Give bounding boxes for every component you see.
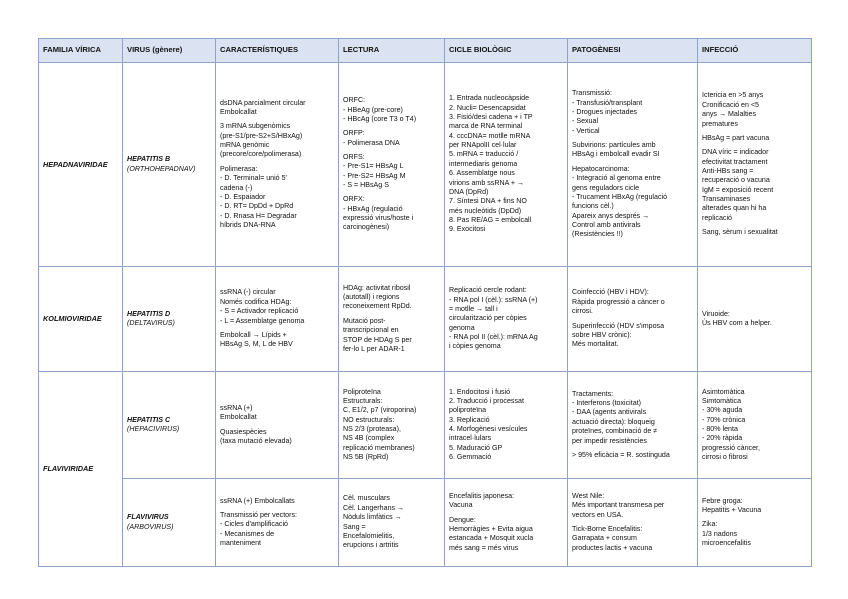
cell-line: West Nile: — [572, 491, 605, 500]
cell-line: 3. Replicació — [449, 415, 490, 424]
cell-line: - Polimerasa DNA — [343, 138, 400, 147]
cell-line: (Resistències !!) — [572, 230, 623, 239]
cell-line: 4. cccDNA= motlle mRNA — [449, 131, 531, 140]
cell-line: Més mortalitat. — [572, 340, 619, 349]
cell-line: Nòduls limfàtics → — [343, 513, 402, 522]
cell-paragraph — [343, 153, 440, 190]
cell-line: - HBxAg (regulació — [343, 204, 403, 213]
cell-line: Apareix anys després → — [572, 211, 650, 220]
virus-genus: (ORTHOHEPADNAV) — [127, 164, 196, 173]
cell-line: - D. Espaiador — [220, 192, 266, 201]
cell-line: dsDNA parcialment circular — [220, 98, 306, 107]
patogenesi-cell — [568, 479, 698, 567]
family-kolmioviridae: KOLMIOVIRIDAE — [39, 267, 123, 372]
cell-paragraph — [572, 451, 693, 460]
cell-line: Embolcallat — [220, 108, 257, 117]
cell-line: - D. Rnasa H= Degradar — [220, 211, 297, 220]
cell-paragraph — [220, 288, 334, 325]
cell-line: - S = Activador replicació — [220, 307, 299, 316]
lectura-cell — [339, 479, 445, 567]
header-cicle: CICLE BIOLÒGIC — [445, 39, 568, 63]
cell-line: Encefalitis japonesa: — [449, 491, 515, 500]
virus-name: HEPATITIS C — [127, 415, 171, 424]
cell-line: 8. Pas RE/AG = embolcall — [449, 215, 532, 224]
family-flaviviridae: FLAVIVIRIDAE — [39, 372, 123, 567]
cell-line: C, E1/2, p7 (viroporina) — [343, 406, 417, 415]
cell-line: Quasiespècies — [220, 427, 267, 436]
cell-line: Sang, sèrum i sexualitat — [702, 228, 778, 237]
cell-line: circularització per còpies — [449, 314, 527, 323]
cell-line: Ràpida progressió a càncer o — [572, 297, 665, 306]
cell-paragraph — [220, 165, 334, 231]
cell-line: Cronificació en <5 — [702, 100, 759, 109]
cell-line: - Sexual — [572, 117, 599, 126]
cell-line: - S = HBsAg S — [343, 181, 389, 190]
cell-paragraph — [572, 525, 693, 553]
cell-line: - Trucament HBxAg (regulació — [572, 192, 668, 201]
cell-line: (pre-S1/pre-S2+S/HBxAg) — [220, 131, 303, 140]
cell-line: ssRNA (+) — [220, 403, 253, 412]
cell-line: - Integració al genoma entre — [572, 174, 661, 183]
cell-line: Replicació cercle rodant: — [449, 286, 527, 295]
cell-line: 1/3 nadons — [702, 529, 738, 538]
cell-line: IgM = exposició recent — [702, 185, 774, 194]
cell-line: STOP de HDAg S per — [343, 335, 412, 344]
cell-paragraph — [702, 520, 807, 548]
cell-paragraph — [572, 165, 693, 240]
cell-line: 5. Maduració GP — [449, 443, 503, 452]
cell-line: DNA víric = indicador — [702, 148, 769, 157]
cell-line: Cèl. Langerhans → — [343, 503, 405, 512]
cell-line: Sang = — [343, 522, 366, 531]
cell-line: Transmissió per vectors: — [220, 510, 297, 519]
cell-paragraph — [702, 388, 807, 463]
cell-line: NS 4B (complex — [343, 434, 395, 443]
cell-line: > 95% eficàcia = R. sostinguda — [572, 450, 670, 459]
virus-name: HEPATITIS B — [127, 155, 171, 164]
cell-line: per RNApolII cel·lular — [449, 141, 517, 150]
cell-line: - Interferons (toxicitat) — [572, 399, 641, 408]
cell-line: ORFS: — [343, 152, 365, 161]
virus-genus: (ARBOVIRUS) — [127, 522, 174, 531]
row-flavivirus — [39, 479, 812, 567]
cell-paragraph — [702, 497, 807, 516]
virus-hepatitis-d — [123, 267, 216, 372]
family-hepadnaviridae: HEPADNAVIRIDAE — [39, 63, 123, 267]
cell-line: HDAg: activitat ribosil — [343, 283, 411, 292]
cell-line: 2. Traducció i processat — [449, 396, 524, 405]
cell-line: Hepatocarcinoma: — [572, 164, 630, 173]
cell-line: ssRNA (+) Embolcallats — [220, 496, 295, 505]
cell-line: fer-lo L per ADAR-1 — [343, 344, 405, 353]
cell-line: Coinfecció (HBV i HDV): — [572, 288, 649, 297]
cell-line: 3. Fisió/desi cadena + i TP — [449, 113, 533, 122]
cell-line: replicació — [702, 213, 732, 222]
cell-line: 3 mRNA subgenòmics — [220, 122, 291, 131]
cell-paragraph — [343, 195, 440, 232]
cell-paragraph — [343, 494, 440, 550]
patogenesi-cell — [568, 267, 698, 372]
lectura-cell — [339, 372, 445, 479]
cell-line: manteniment — [220, 539, 262, 548]
cell-line: Hemorràgies + Evita aigua — [449, 525, 533, 533]
virus-hepatitis-c — [123, 372, 216, 479]
row-hepatitis-d — [39, 267, 812, 372]
cell-line: actuació directa): bloqueig — [572, 417, 655, 426]
cell-line: efectivitat tractament — [702, 157, 768, 166]
cell-paragraph — [572, 322, 693, 350]
cell-line: marca de RNA terminal — [449, 122, 523, 131]
cell-line: - RNA pol II (cèl.): mRNA Ag — [449, 333, 538, 342]
cell-line: Zika: — [702, 520, 718, 529]
cell-line: Poliproteïna — [343, 387, 381, 396]
cell-line: NS 2/3 (proteasa), — [343, 425, 401, 433]
cell-line: HBsAg i embolcall evadir SI — [572, 150, 660, 159]
cell-line: 5. mRNA = traducció / — [449, 150, 519, 159]
virus-genus: (DELTAVIRUS) — [127, 319, 175, 327]
cell-line: Ús HBV com a helper. — [702, 319, 772, 327]
cell-line: Tractaments: — [572, 389, 614, 398]
cell-line: més sang = més virus — [449, 543, 519, 552]
cell-line: = motlle → tall i — [449, 304, 498, 313]
cicle-cell — [445, 372, 568, 479]
cell-line: transcripcional en — [343, 326, 399, 335]
header-infeccio: INFECCIÓ — [698, 39, 812, 63]
cell-line: 6. Assemblatge nous — [449, 169, 515, 178]
cell-line: híbrids DNA-RNA — [220, 220, 276, 229]
header-caracteristiques: CARACTERÍSTIQUES — [216, 39, 339, 63]
cell-line: Tick-Borne Encefalitis: — [572, 525, 643, 533]
cell-line: carcinogènesi) — [343, 223, 390, 232]
cell-paragraph — [702, 310, 807, 329]
cell-line: prematures — [702, 119, 738, 128]
cicle-cell — [445, 479, 568, 567]
cell-line: cadena (-) — [220, 183, 253, 192]
cell-line: més nucleòtids (DpDd) — [449, 206, 522, 215]
cell-line: (autotall) i regions — [343, 293, 400, 302]
lectura-cell — [339, 267, 445, 372]
cell-line: 2. Nucli= Desencapsidat — [449, 103, 526, 112]
cell-line: - D. Terminal= unió 5' — [220, 174, 287, 183]
cell-line: - HBeAg (pre-core) — [343, 105, 403, 114]
cell-paragraph — [343, 96, 440, 124]
cell-line: progressió càncer, — [702, 443, 760, 452]
cell-line: - L = Assemblatge genoma — [220, 316, 305, 325]
cell-line: Viruoide: — [702, 309, 730, 318]
cell-paragraph — [220, 99, 334, 118]
cell-paragraph — [572, 89, 693, 136]
virus-name: HEPATITIS D — [127, 309, 171, 318]
cell-line: 9. Exocitosi — [449, 225, 486, 234]
cell-line: Febre groga: — [702, 496, 743, 505]
cell-line: (taxa mutació elevada) — [220, 436, 292, 445]
cell-line: - 20% ràpida — [702, 434, 743, 443]
cell-line: erupcions i artritis — [343, 541, 399, 550]
cell-paragraph — [702, 148, 807, 223]
cell-paragraph — [220, 511, 334, 548]
cell-line: ORFX: — [343, 195, 365, 204]
infeccio-cell — [698, 63, 812, 267]
cell-paragraph — [220, 122, 334, 159]
cell-line: microencefalitis — [702, 539, 751, 548]
cell-line: Superinfecció (HDV s'imposa — [572, 321, 665, 330]
cell-line: Encefalomielitis, — [343, 531, 395, 540]
cell-line: - D. RT= DpDd + DpRd — [220, 202, 294, 211]
caracteristiques-cell — [216, 63, 339, 267]
header-row — [39, 39, 812, 63]
cell-line: alterades quan hi ha — [702, 204, 767, 213]
header-patogenesi: PATOGÈNESI — [568, 39, 698, 63]
cell-line: vectors en USA. — [572, 510, 624, 519]
cell-line: i còpies genoma — [449, 342, 501, 351]
cell-line: - Vertical — [572, 126, 600, 135]
cell-line: proteïnes, combinació de ≠ — [572, 427, 658, 436]
caracteristiques-cell — [216, 479, 339, 567]
cell-paragraph — [702, 228, 807, 237]
cell-line: - Mecanismes de — [220, 529, 275, 538]
cell-line: Només codifica HDAg: — [220, 297, 292, 306]
row-hepatitis-c — [39, 372, 812, 479]
cell-line: Hepatitis + Vacuna — [702, 505, 762, 514]
cell-line: Embolcall → Lípids + — [220, 330, 287, 339]
cell-line: Cèl. musculars — [343, 494, 390, 503]
cicle-cell — [445, 63, 568, 267]
cell-line: - RNA pol I (cèl.): ssRNA (+) — [449, 295, 538, 304]
cell-line: recuperació o vacuna — [702, 176, 770, 185]
cell-line: DNA (DpRd) — [449, 187, 489, 196]
cell-line: 1. Endocitosi i fusió — [449, 387, 511, 396]
cell-line: Mutació post- — [343, 316, 386, 325]
virus-table — [38, 38, 812, 567]
cell-line: cirrosi o fibrosi — [702, 453, 748, 462]
row-hepatitis-b — [39, 63, 812, 267]
cell-line: - HBcAg (core T3 o T4) — [343, 114, 417, 123]
cell-line: Asimtomàtica — [702, 387, 745, 396]
cell-line: per impedir resistències — [572, 436, 647, 445]
cell-line: Simtomàtica — [702, 396, 742, 405]
patogenesi-cell — [568, 63, 698, 267]
cell-line: - 70% crònica — [702, 415, 746, 424]
cell-paragraph — [220, 404, 334, 423]
cell-line: replicació membranes) — [343, 443, 415, 452]
cell-paragraph — [220, 331, 334, 350]
cell-line: Anti-HBs sang = — [702, 167, 754, 175]
cell-line: ORFC: — [343, 96, 366, 105]
cell-line: mRNA genòmic — [220, 141, 270, 150]
cell-paragraph — [572, 492, 693, 520]
cell-line: 1. Entrada nucleocàpside — [449, 94, 530, 103]
cell-line: Més important transmesa per — [572, 501, 665, 510]
cell-line: - Cicles d'amplificació — [220, 520, 288, 529]
cell-paragraph — [343, 317, 440, 354]
header-lectura: LECTURA — [339, 39, 445, 63]
cell-paragraph — [220, 497, 334, 506]
cell-line: - 30% aguda — [702, 406, 743, 415]
cell-line: 7. Síntesi DNA + fins NO — [449, 197, 527, 206]
cell-paragraph — [702, 91, 807, 128]
cell-line: NS 5B (RpRd) — [343, 453, 389, 462]
cell-paragraph — [572, 390, 693, 446]
virus-genus: (HEPACIVIRUS) — [127, 425, 180, 433]
cell-line: - Transfusió/transplant — [572, 98, 643, 107]
cell-line: Vacuna — [449, 501, 473, 510]
cell-line: Ictericia en >5 anys — [702, 91, 764, 100]
cell-line: 6. Gemmació — [449, 453, 492, 462]
document-page — [38, 38, 812, 567]
cell-line: ssRNA (-) circular — [220, 288, 276, 297]
cell-line: productes lactis + vacuna — [572, 543, 653, 552]
virus-flavivirus — [123, 479, 216, 567]
cell-line: Polimerasa: — [220, 164, 258, 173]
virus-hepatitis-b — [123, 63, 216, 267]
cell-line: - Drogues injectades — [572, 108, 638, 117]
cell-line: HBsAg = part vacuna — [702, 133, 770, 142]
caracteristiques-cell — [216, 372, 339, 479]
cell-line: HBsAg S, M, L de HBV — [220, 340, 293, 349]
cell-line: cirrosi. — [572, 307, 593, 316]
cell-line: (precore/core/polimerasa) — [220, 150, 302, 159]
infeccio-cell — [698, 479, 812, 567]
cell-line: Control amb antivirals — [572, 220, 641, 229]
cell-paragraph — [220, 428, 334, 447]
cell-line: Transmissió: — [572, 89, 612, 98]
cell-line: - Pre-S1= HBsAg L — [343, 162, 404, 171]
cell-line: Embolcallat — [220, 413, 257, 422]
cell-line: poliproteïna — [449, 406, 487, 415]
cell-line: - 80% lenta — [702, 425, 738, 433]
cell-paragraph — [343, 129, 440, 148]
cell-line: gens reguladors cicle — [572, 183, 640, 192]
cell-paragraph — [343, 388, 440, 463]
cell-line: NO estructurals: — [343, 415, 395, 424]
cell-line: - DAA (agents antivirals — [572, 408, 647, 417]
cell-line: funcions cèl.) — [572, 202, 614, 211]
cell-paragraph — [343, 284, 440, 312]
virus-name: FLAVIVIRUS — [127, 513, 169, 522]
cell-line: Dengue: — [449, 515, 476, 524]
header-virus: VIRUS (gènere) — [123, 39, 216, 63]
header-familia: FAMILIA VÍRICA — [39, 39, 123, 63]
cell-line: Transaminases — [702, 195, 751, 204]
cell-line: estancada + Mosquit xucla — [449, 534, 534, 543]
cell-line: intermediaris genoma — [449, 159, 518, 168]
cell-line: sobre HBV crònic): — [572, 330, 632, 339]
cell-line: intracel·lulars — [449, 434, 492, 443]
caracteristiques-cell — [216, 267, 339, 372]
cicle-cell — [445, 267, 568, 372]
cell-paragraph — [572, 288, 693, 316]
cell-line: genoma — [449, 323, 475, 332]
cell-line: 4. Morfogènesi vesícules — [449, 425, 528, 433]
cell-line: - Pre-S2= HBsAg M — [343, 171, 406, 180]
cell-line: Garrapata + consum — [572, 534, 637, 543]
cell-paragraph — [702, 134, 807, 143]
cell-line: ORFP: — [343, 129, 365, 138]
cell-line: Subvirions: partícules amb — [572, 141, 656, 150]
cell-line: Estructurals: — [343, 396, 383, 405]
infeccio-cell — [698, 372, 812, 479]
cell-line: virions amb ssRNA + → — [449, 178, 525, 187]
patogenesi-cell — [568, 372, 698, 479]
cell-line: reconeixement RpDd. — [343, 302, 412, 311]
lectura-cell — [339, 63, 445, 267]
cell-line: anys → Malalties — [702, 110, 757, 119]
cell-paragraph — [572, 141, 693, 160]
infeccio-cell — [698, 267, 812, 372]
cell-line: expressió virus/hoste i — [343, 214, 414, 223]
